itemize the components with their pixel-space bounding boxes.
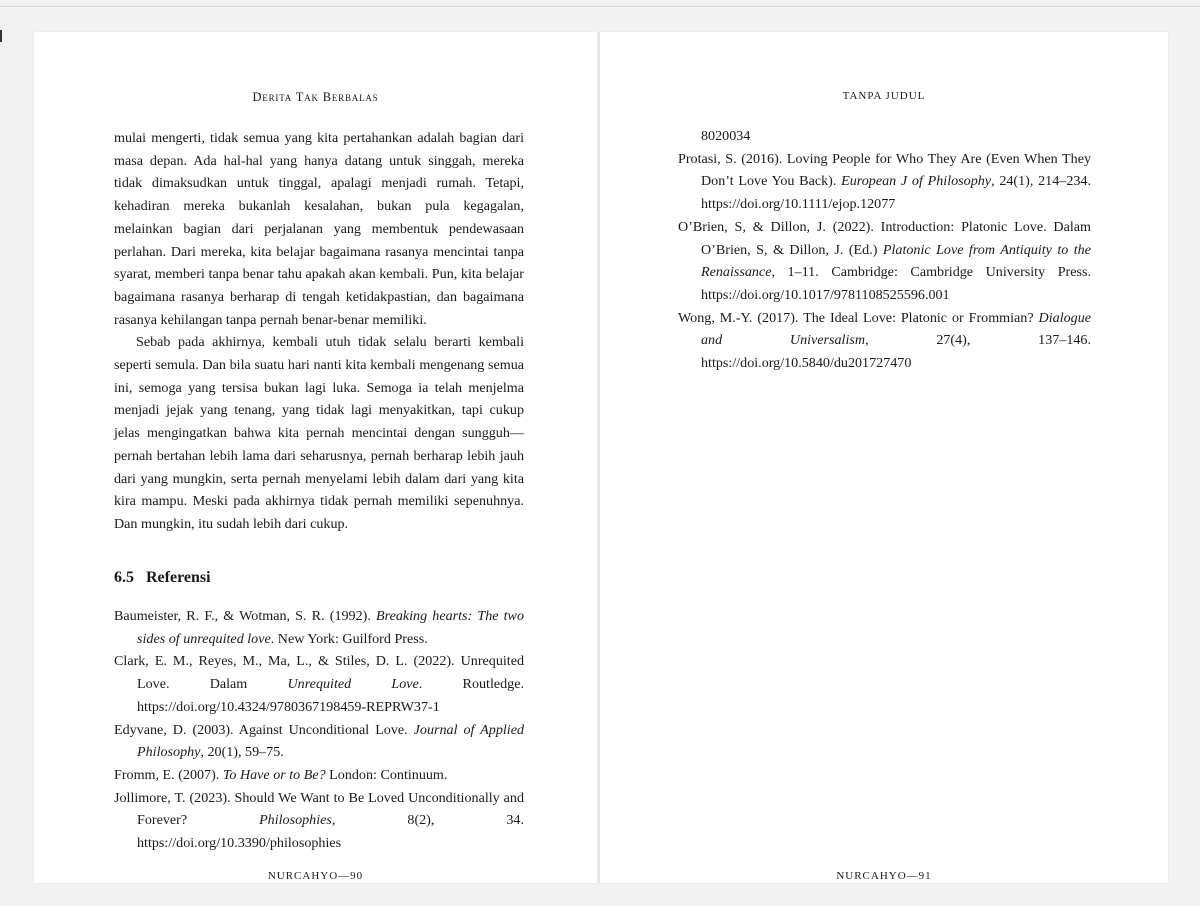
- page-number-left: NURCAHYO—90: [267, 870, 364, 882]
- page-number-right: NURCAHYO—91: [836, 870, 932, 882]
- reference-continuation: 8020034: [701, 128, 751, 144]
- section-heading: [114, 569, 211, 587]
- paragraph: Sebab pada akhirnya, kembali utuh tidak selalu berarti kembali seperti semula. Dan bila suatu hari nanti kita kembali mengenang semua ini, semoga yang tersisa bukan lagi luka. Semoga ia telah menjelma menjadi jejak yang tenang, yang tidak lagi menyakitkan, tapi cukup jelas mengingatkan bahwa kita pernah mencintai dengan sungguh—pernah bertahan lebih lama dari seharusnya, pernah berharap lebih jauh dari yang mungkin, serta pernah menyelami lebih dalam dari yang kita kira mampu. Meski pada akhirnya tidak pernah memiliki sepenuhnya. Dan mungkin, itu sudah lebih dari cukup.: [114, 334, 524, 532]
- reference-entry: Baumeister, R. F., & Wotman, S. R. (1992). Breaking hearts: The two sides of unrequited love. New York: Guilford Press.: [114, 608, 525, 647]
- section-title: Referensi: [146, 569, 211, 586]
- reference-entry: Wong, M.-Y. (2017). The Ideal Love: Platonic or Frommian? Dialogue and Universalism, 27(4), 137–146. https://doi.org/10.5840/du201727470: [678, 309, 1091, 372]
- running-head-right: TANPA JUDUL: [842, 90, 926, 102]
- reference-entry: O’Brien, S, & Dillon, J. (2022). Introduction: Platonic Love. Dalam O’Brien, S, & Dillon, J. (Ed.) Platonic Love from Antiquity to the Renaissance, 1–11. Cambridge: Cambridge University Press. https://doi.org/10.1017/9781108525596.001: [678, 218, 1091, 303]
- section-number: 6.5: [114, 569, 134, 586]
- reference-entry: Protasi, S. (2016). Loving People for Who They Are (Even When They Don’t Love You Back). European J of Philosophy, 24(1), 214–234. https://doi.org/10.1111/ejop.12077: [678, 150, 1091, 213]
- reference-entry: Edyvane, D. (2003). Against Unconditional Love. Journal of Applied Philosophy, 20(1), 59–75.: [114, 721, 525, 761]
- reference-list: [678, 125, 1091, 375]
- left-page: [34, 32, 597, 883]
- right-page: [600, 32, 1168, 883]
- reference-list: [114, 605, 524, 855]
- body-text: [114, 127, 524, 536]
- window-edge-marker: [0, 30, 2, 42]
- reference-entry: Jollimore, T. (2023). Should We Want to Be Loved Unconditionally and Forever? Philosophies, 8(2), 34. https://doi.org/10.3390/philosophies: [114, 789, 524, 852]
- reference-entry: Clark, E. M., Reyes, M., Ma, L., & Stiles, D. L. (2022). Unrequited Love. Dalam Unrequited Love. Routledge. https://doi.org/10.4324/9780367198459-REPRW37-1: [114, 653, 524, 715]
- window-top-divider: [0, 6, 1200, 7]
- reference-entry: Fromm, E. (2007). To Have or to Be? London: Continuum.: [114, 766, 448, 783]
- running-head-left: Derita Tak Berbalas: [252, 90, 379, 104]
- paragraph: mulai mengerti, tidak semua yang kita pertahankan adalah bagian dari masa depan. Ada hal-hal yang hanya datang untuk singgah, mereka tidak dimaksudkan untuk tinggal, apalagi menjadi rumah. Tetapi, kehadiran mereka bukanlah kesalahan, bukan pula kegagalan, melainkan bagian dari perjalanan yang membentuk pendewasaan perlahan. Dari mereka, kita belajar bagaimana rasanya mencintai tanpa syarat, memberi tanpa benar tahu apakah akan kembali. Pun, kita belajar bagaimana rasanya berharap di tengah ketidakpastian, dan bagaimana rasanya kehilangan tanpa pernah benar-benar memiliki.: [114, 130, 524, 328]
